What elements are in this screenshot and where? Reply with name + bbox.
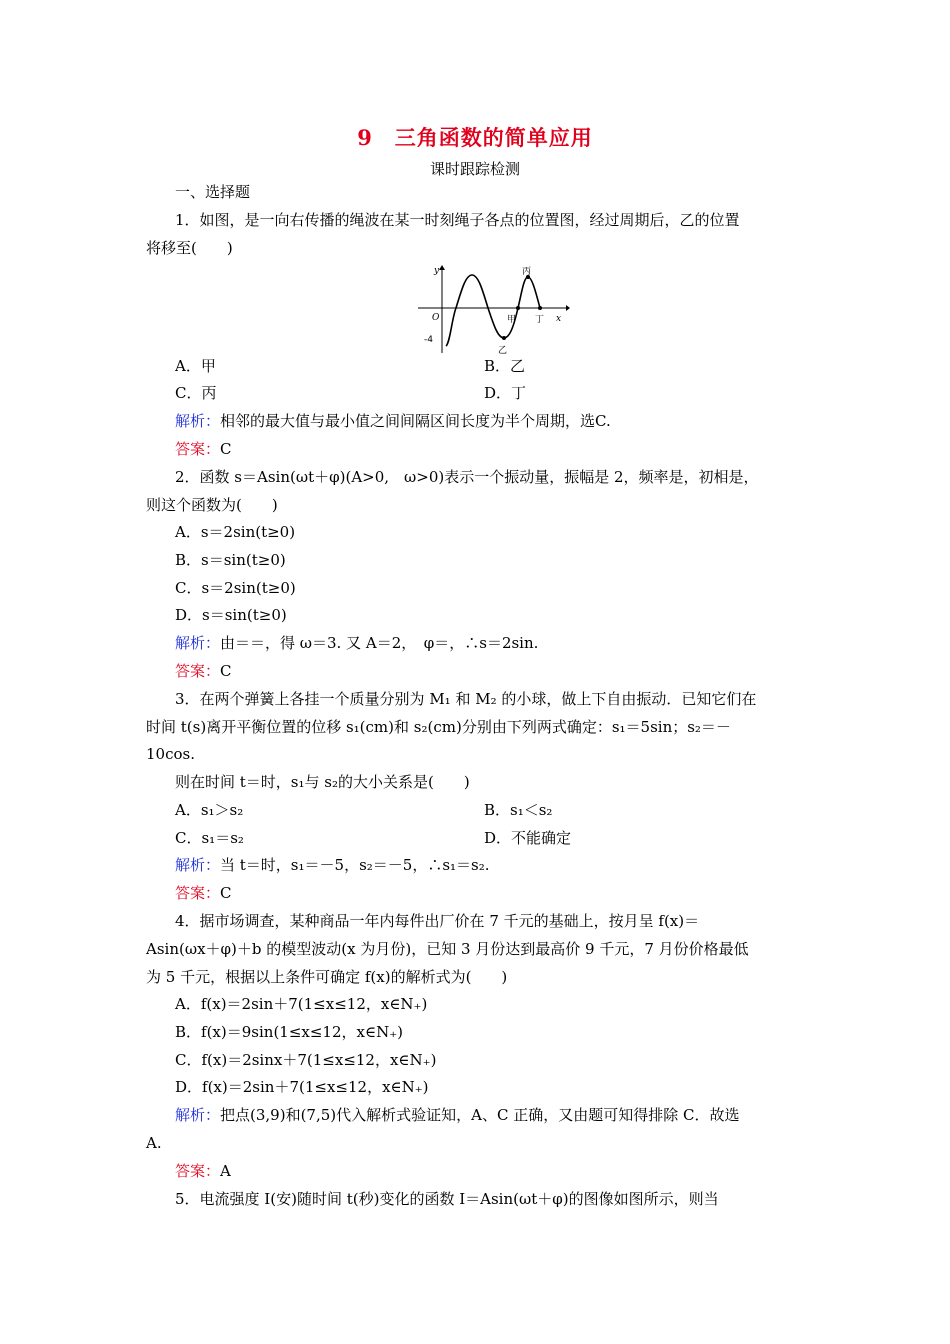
point-ding	[538, 306, 542, 310]
answer-value: C	[220, 884, 232, 902]
origin-label: O	[432, 313, 440, 323]
q3-stem-line1: 3．在两个弹簧上各挂一个质量分别为 M₁ 和 M₂ 的小球，做上下自由振动．已知它们在	[175, 690, 757, 708]
jia-label: 甲	[507, 315, 517, 325]
q4-stem-line1: 4．据市场调查，某种商品一年内每件出厂价在 7 千元的基础上，按月呈 f(x)＝	[175, 912, 700, 930]
answer-value: A	[220, 1162, 231, 1180]
page-title: 9 三角函数的简单应用	[357, 125, 593, 150]
wave-curve	[446, 275, 540, 346]
analysis-label: 解析：	[175, 1106, 221, 1124]
q4-analysis-cont: A.	[146, 1134, 162, 1152]
q5-stem-line1: 5．电流强度 I(安)随时间 t(秒)变化的函数 I＝Asin(ωt＋φ)的图像如图所示，则当	[175, 1190, 719, 1208]
q1-answer	[175, 439, 232, 459]
x-axis-arrow	[566, 305, 570, 311]
answer-value: C	[220, 662, 232, 680]
analysis-label: 解析：	[175, 412, 221, 430]
q3-analysis	[175, 855, 490, 875]
q3-stem-line2: 时间 t(s)离开平衡位置的位移 s₁(cm)和 s₂(cm)分别由下列两式确定：s₁＝5sin；s₂＝－	[146, 718, 731, 736]
q1-stem-line1: 1．如图，是一向右传播的绳波在某一时刻绳子各点的位置图，经过周期后，乙的位置	[175, 211, 740, 229]
q4-stem-line2: Asin(ωx＋φ)＋b 的模型波动(x 为月份)，已知 3 月份达到最高价 9 千元，7 月份价格最低	[146, 940, 749, 958]
q4-option-d: D．f(x)＝2sin＋7(1≤x≤12，x∈N₊)	[175, 1078, 429, 1096]
x-axis-label: x	[556, 314, 562, 324]
answer-value: C	[220, 440, 232, 458]
analysis-label: 解析：	[175, 856, 221, 874]
page-subtitle: 课时跟踪检测	[429, 160, 520, 178]
q1-stem-line2: 将移至( )	[146, 239, 233, 257]
q2-stem-line1: 2．函数 s＝Asin(ωt＋φ)(A>0, ω>0)表示一个振动量，振幅是 2，频率是，初相是，	[175, 468, 759, 486]
q4-analysis	[175, 1105, 739, 1125]
analysis-text: 由＝＝，得 ω＝3. 又 A＝2， φ＝，∴s＝2sin.	[220, 634, 539, 652]
q3-option-d: D．不能确定	[484, 829, 572, 847]
q3-stem-line4: 则在时间 t＝时，s₁与 s₂的大小关系是( )	[175, 773, 470, 791]
q4-answer	[175, 1161, 231, 1181]
q2-option-d: D．s＝sin(t≥0)	[175, 606, 287, 624]
q1-analysis	[175, 411, 611, 431]
ding-label: 丁	[535, 315, 545, 325]
yi-label: 乙	[498, 346, 508, 355]
q3-stem-line3: 10cos.	[146, 745, 195, 763]
q2-answer	[175, 661, 232, 681]
y-axis-arrow	[439, 265, 445, 270]
y-axis-label: y	[434, 266, 440, 276]
q4-stem-line3: 为 5 千元，根据以上条件可确定 f(x)的解析式为( )	[146, 968, 508, 986]
point-yi	[502, 336, 506, 340]
q2-analysis	[175, 633, 538, 653]
q3-answer	[175, 883, 232, 903]
answer-label: 答案：	[175, 662, 221, 680]
q3-option-a: A．s₁＞s₂	[175, 801, 244, 819]
q3-option-c: C．s₁＝s₂	[175, 829, 244, 847]
wave-figure	[418, 263, 570, 355]
q1-option-a: A．甲	[175, 357, 216, 375]
q2-stem-line2: 则这个函数为( )	[146, 496, 278, 514]
answer-label: 答案：	[175, 440, 221, 458]
minus4-label: -4	[424, 335, 433, 345]
answer-label: 答案：	[175, 884, 221, 902]
q1-option-d: D．丁	[484, 384, 527, 402]
q4-option-a: A．f(x)＝2sin＋7(1≤x≤12，x∈N₊)	[175, 995, 428, 1013]
q4-option-b: B．f(x)＝9sin(1≤x≤12，x∈N₊)	[175, 1023, 403, 1041]
answer-label: 答案：	[175, 1162, 221, 1180]
analysis-text: 相邻的最大值与最小值之间间隔区间长度为半个周期，选C.	[220, 412, 611, 430]
analysis-text: 当 t＝时，s₁＝－5，s₂＝－5，∴s₁＝s₂.	[220, 856, 490, 874]
q2-option-c: C．s＝2sin(t≥0)	[175, 579, 296, 597]
bing-label: 丙	[522, 267, 532, 277]
analysis-label: 解析：	[175, 634, 221, 652]
q3-option-b: B．s₁＜s₂	[484, 801, 553, 819]
q2-option-b: B．s＝sin(t≥0)	[175, 551, 286, 569]
section-heading: 一、选择题	[175, 183, 251, 201]
q2-option-a: A．s＝2sin(t≥0)	[175, 523, 296, 541]
q1-option-b: B．乙	[484, 357, 526, 375]
q1-option-c: C．丙	[175, 384, 217, 402]
point-jia	[516, 306, 520, 310]
analysis-text: 把点(3,9)和(7,5)代入解析式验证知，A、C 正确，又由题可知得排除 C．故选	[220, 1106, 740, 1124]
q4-option-c: C．f(x)＝2sinx＋7(1≤x≤12，x∈N₊)	[175, 1051, 437, 1069]
